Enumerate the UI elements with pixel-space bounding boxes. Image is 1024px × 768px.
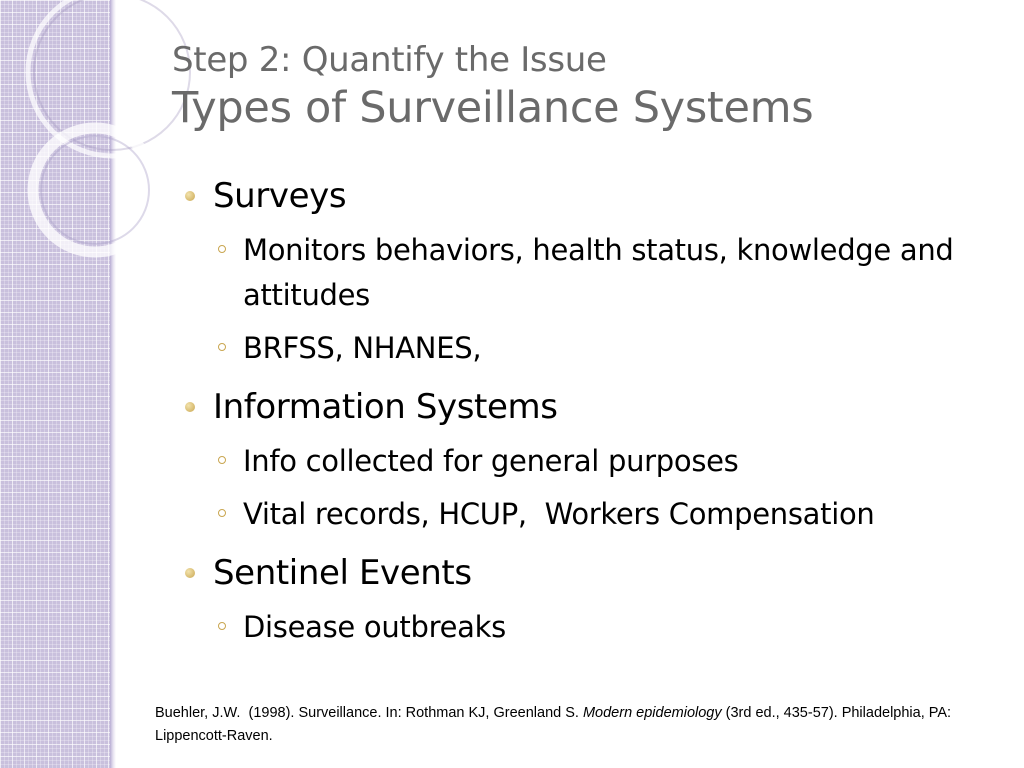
bullet-list — [185, 172, 995, 650]
sub-bullet-text: Monitors behaviors, health status, knowledge and attitudes — [243, 233, 954, 312]
sub-bullet — [185, 326, 995, 371]
citation-book-title: Modern epidemiology — [582, 705, 722, 721]
bullet-label: Sentinel Events — [213, 553, 472, 593]
ring-bullet-icon — [218, 622, 226, 630]
sub-bullet-text: Disease outbreaks — [243, 610, 506, 644]
gold-dot-bullet-icon — [185, 191, 195, 201]
slide-title — [172, 38, 813, 134]
citation-text: Buehler, J.W. (1998). Surveillance. In: Rothman KJ, Greenland S. — [155, 705, 583, 721]
ring-bullet-icon — [218, 343, 226, 351]
title-step: Step 2: Quantify the Issue — [172, 40, 607, 80]
sub-bullet — [185, 228, 995, 318]
sub-bullet — [185, 492, 995, 537]
gold-dot-bullet-icon — [185, 402, 195, 412]
title-main: Types of Surveillance Systems — [172, 83, 814, 133]
bullet-surveys — [185, 172, 995, 220]
gold-dot-bullet-icon — [185, 568, 195, 578]
bullet-label: Surveys — [213, 176, 347, 216]
bullet-information-systems — [185, 383, 995, 431]
ring-bullet-icon — [218, 456, 226, 464]
ring-bullet-icon — [218, 509, 226, 517]
sub-bullet — [185, 439, 995, 484]
citation-text-end: (3rd ed., 435-57). Philadelphia, PA: Lippencott-Raven. — [155, 705, 952, 744]
sub-bullet — [185, 605, 995, 650]
bullet-label: Information Systems — [213, 387, 558, 427]
ring-bullet-icon — [218, 245, 226, 253]
citation — [155, 702, 955, 748]
sub-bullet-text: BRFSS, NHANES, — [243, 331, 482, 365]
bullet-sentinel-events — [185, 549, 995, 597]
sub-bullet-text: Info collected for general purposes — [243, 444, 739, 478]
decorative-rings — [0, 0, 140, 260]
sub-bullet-text: Vital records, HCUP, Workers Compensation — [243, 497, 875, 531]
